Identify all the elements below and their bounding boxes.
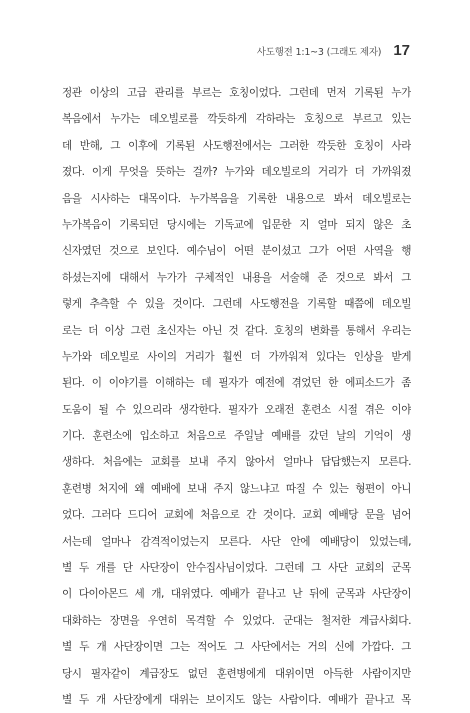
- text-line: 기다. 훈련소에 입소하고 처음으로 주일날 예배를 갔던 날의 기억이 생: [62, 430, 411, 443]
- text-line: 도움이 될 수 있으리라 생각한다. 필자가 오래전 훈련소 시절 겪은 이야: [62, 403, 411, 416]
- text-line: 하셨는지에 대해서 누가가 구체적인 내용을 서술해 준 것으로 봐서 그: [62, 271, 411, 284]
- text-line: 서는데 얼마나 감격적이었는지 모른다. 사단 안에 예배당이 있었는데,: [62, 535, 411, 548]
- running-header: [257, 42, 410, 59]
- text-line: 정관 이상의 고급 관리를 부르는 호칭이었다. 그런데 먼저 기록된 누가: [62, 87, 411, 99]
- text-line: 누가와 데오빌로 사이의 거리가 훨씬 더 가까워져 있다는 인상을 받게: [62, 350, 411, 363]
- text-line: 별 두 개를 단 사단장이 안수집사님이었다. 그런데 그 사단 교회의 군목: [62, 562, 411, 575]
- text-line: 었다. 그러다 드디어 교회에 처음으로 간 것이다. 교회 예배당 문을 넘어: [62, 509, 411, 522]
- page-number: 17: [393, 42, 410, 59]
- text-line: 훈련병 처지에 왜 예배에 보내 주지 않느냐고 따질 수 있는 형편이 아니: [62, 482, 411, 495]
- text-line: 신자였던 것으로 보인다. 예수님이 어떤 분이셨고 그가 어떤 사역을 행: [62, 245, 411, 258]
- text-line: 렇게 추측할 수 있을 것이다. 그런데 사도행전을 기록할 때쯤에 데오빌: [62, 298, 411, 311]
- running-title: 사도행전 1:1~3 (그래도 제자): [256, 47, 382, 58]
- body-paragraph: [62, 80, 411, 713]
- text-line: 별 두 개 사단장이면 그는 적어도 그 사단에서는 거의 신에 가깝다. 그: [62, 641, 411, 654]
- text-line: 생하다. 처음에는 교회를 보내 주지 않아서 얼마나 답답했는지 모른다.: [62, 456, 411, 469]
- text-line: 누가복음이 기록되던 당시에는 기독교에 입문한 지 얼마 되지 않은 초: [62, 218, 411, 231]
- text-line: 된다. 이 이야기를 이해하는 데 필자가 예전에 겪었던 한 에피소드가 좀: [62, 377, 411, 390]
- text-line: 로는 더 이상 그런 초신자는 아닌 것 같다. 호칭의 변화를 통해서 우리는: [62, 324, 411, 337]
- text-line: 대화하는 장면을 우연히 목격할 수 있었다. 군대는 철저한 계급사회다.: [62, 614, 411, 627]
- text-line: 음을 시사하는 대목이다. 누가복음을 기록한 내용으로 봐서 데오빌로는: [62, 192, 411, 205]
- text-line: 이 다이아몬드 세 개, 대위였다. 예배가 끝나고 난 뒤에 군목과 사단장이: [62, 588, 411, 601]
- text-line: 복음에서 누가는 데오빌로를 깍듯하게 각하라는 호칭으로 부르고 있는: [62, 113, 411, 126]
- text-line: 데 반해, 그 이후에 기록된 사도행전에서는 그러한 깍듯한 호칭이 사라: [62, 139, 411, 152]
- text-line: 별 두 개 사단장에게 대위는 보이지도 않는 사람이다. 예배가 끝나고 목: [62, 693, 411, 706]
- text-line: 당시 필자같이 계급장도 없던 훈련병에게 대위이면 아득한 사람이지만: [62, 667, 411, 680]
- text-line: 졌다. 이게 무엇을 뜻하는 걸까? 누가와 데오빌로의 거리가 더 가까워졌: [62, 166, 411, 179]
